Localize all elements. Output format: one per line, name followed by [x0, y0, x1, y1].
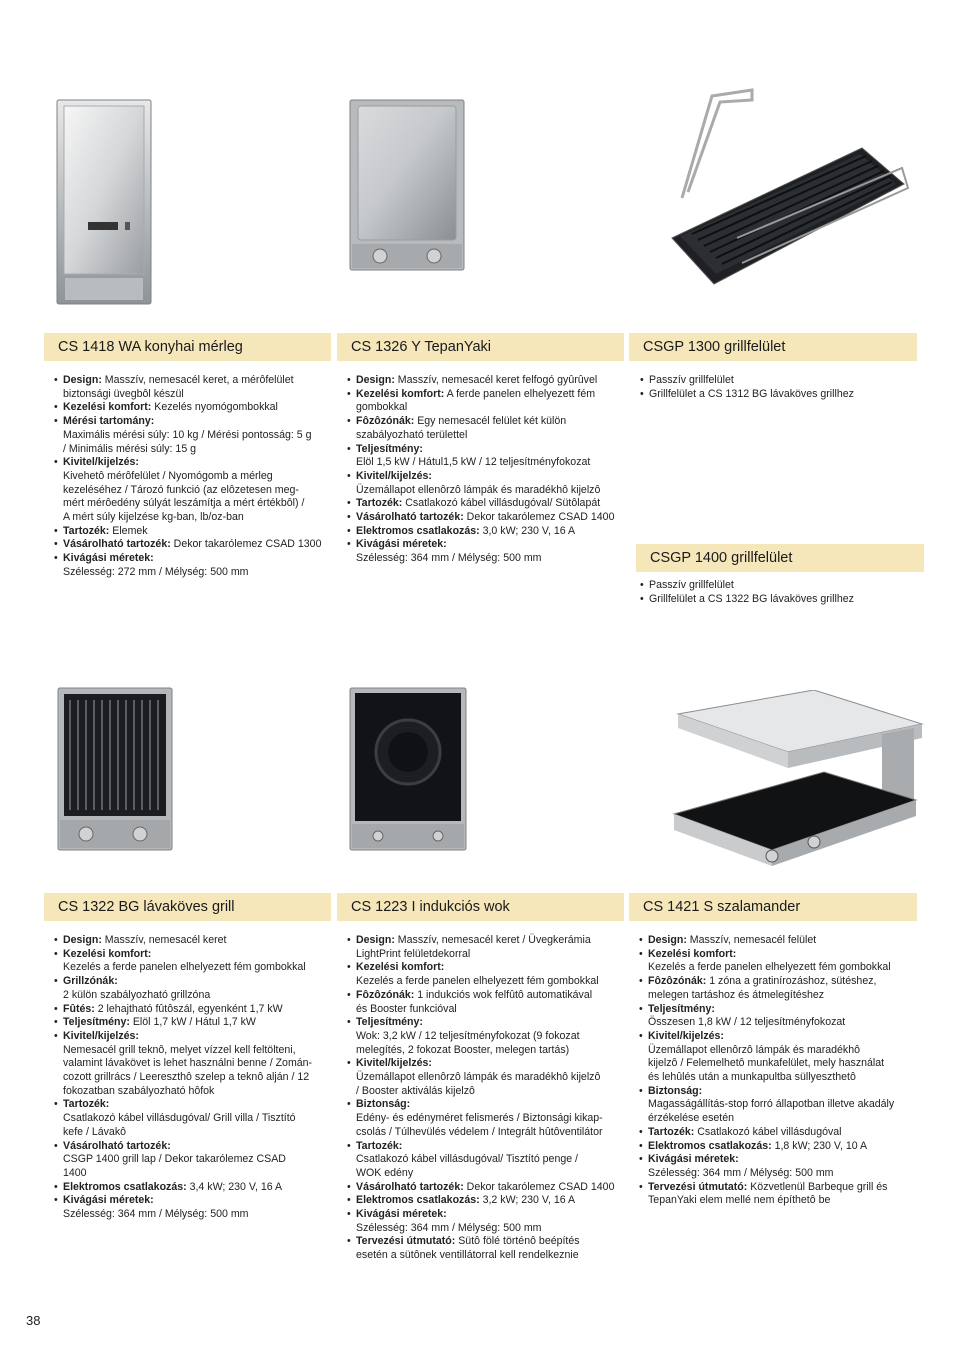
spec-item: • Kivágási méretek: Szélesség: 364 mm / Mélység: 500 mm — [54, 1194, 336, 1221]
spec-item: • Elektromos csatlakozás: 3,2 kW; 230 V, 16 A — [347, 1194, 629, 1208]
spec-item: • Design: Masszív, nemesacél keret, a mérôfelület biztonsági üvegbôl készül — [54, 374, 336, 401]
spec-list-cs1421s — [639, 934, 923, 1208]
product-title-cs1223i: CS 1223 I indukciós wok — [337, 893, 624, 921]
spec-item: • Fôzôzónák: Egy nemesacél felület két külön szabályozható területtel — [347, 415, 629, 442]
spec-list-csgp1400 — [640, 579, 922, 606]
spec-item: • Mérési tartomány: Maximális mérési súly: 10 kg / Mérési pontosság: 5 g / Minimális mérési súly: 15 g — [54, 415, 336, 456]
spec-item: • Kivágási méretek: Szélesség: 272 mm / Mélység: 500 mm — [54, 552, 336, 579]
spec-item: • Grillzónák: 2 külön szabályozható grillzóna — [54, 975, 336, 1002]
spec-list-cs1223i — [347, 934, 629, 1263]
spec-item: • Tartozék: Csatlakozó kábel villásdugóval — [639, 1126, 923, 1140]
product-image-csgp1300 — [652, 88, 912, 288]
spec-item: • Design: Masszív, nemesacél keret / Üvegkerámia LightPrint felületdekorral — [347, 934, 629, 961]
spec-item: • Teljesítmény: Elöl 1,7 kW / Hátul 1,7 kW — [54, 1016, 336, 1030]
spec-item: • Tervezési útmutató: Sütô fölé történô beépítés esetén a sütônek ventillátorral kell rendelkeznie — [347, 1235, 629, 1262]
spec-item: • Design: Masszív, nemesacél felület — [639, 934, 923, 948]
product-image-cs1223i — [348, 686, 468, 852]
spec-item: • Kezelési komfort: Kezelés a ferde panelen elhelyezett fém gombokkal — [54, 948, 336, 975]
spec-list-csgp1300 — [640, 374, 922, 401]
spec-item: • Tartozék: Csatlakozó kábel villásdugóval/ Grill villa / Tisztító kefe / Lávakô — [54, 1098, 336, 1139]
spec-item: • Tartozék: Csatlakozó kábel villásdugóval/ Tisztító penge / WOK edény — [347, 1140, 629, 1181]
spec-item: • Fûtés: 2 lehajtható fûtôszál, egyenként 1,7 kW — [54, 1003, 336, 1017]
spec-item: • Vásárolható tartozék: Dekor takarólemez CSAD 1400 — [347, 511, 629, 525]
spec-item: • Kezelési komfort: Kezelés nyomógombokkal — [54, 401, 336, 415]
spec-item: • Kivágási méretek: Szélesség: 364 mm / Mélység: 500 mm — [347, 538, 629, 565]
spec-item: • Vásárolható tartozék: Dekor takarólemez CSAD 1300 — [54, 538, 336, 552]
spec-item: • Kezelési komfort: A ferde panelen elhelyezett fém gombokkal — [347, 388, 629, 415]
spec-item: • Teljesítmény: Összesen 1,8 kW / 12 teljesítményfokozat — [639, 1003, 923, 1030]
product-title-csgp1300: CSGP 1300 grillfelület — [629, 333, 917, 361]
product-title-cs1418wa: CS 1418 WA konyhai mérleg — [44, 333, 331, 361]
product-title-cs1322bg: CS 1322 BG lávaköves grill — [44, 893, 331, 921]
spec-item: • Elektromos csatlakozás: 1,8 kW; 230 V, 10 A — [639, 1140, 923, 1154]
spec-item: • Biztonság: Magasságállítás-stop forró állapotban illetve akadály érzékelése esetén — [639, 1085, 923, 1126]
spec-item: • Vásárolható tartozék: Dekor takarólemez CSAD 1400 — [347, 1181, 629, 1195]
spec-item: • Kivitel/kijelzés: Üzemállapot ellenôrzô lámpák és maradékhô kijelzô / Booster aktiválás kijelzô — [347, 1057, 629, 1098]
spec-item: • Teljesítmény: Elöl 1,5 kW / Hátul1,5 kW / 12 teljesítményfokozat — [347, 443, 629, 470]
product-title-cs1421s: CS 1421 S szalamander — [629, 893, 917, 921]
spec-item: • Kivitel/kijelzés: Üzemállapot ellenôrzô lámpák és maradékhô kijelzô — [347, 470, 629, 497]
spec-item: • Kivitel/kijelzés: Üzemállapot ellenôrzô lámpák és maradékhô kijelzô / Felemelhetô munkafelület, mely használat és lehûlés után a munkapultba süllyeszthetô — [639, 1030, 923, 1085]
spec-item: • Design: Masszív, nemesacél keret felfogó gyûrûvel — [347, 374, 629, 388]
spec-item: • Biztonság: Edény- és edényméret felismerés / Biztonsági kikap- csolás / Túlhevülés védelem / Integrált hûtôventilátor — [347, 1098, 629, 1139]
product-image-cs1421s — [664, 690, 926, 868]
spec-item: • Kezelési komfort: Kezelés a ferde panelen elhelyezett fém gombokkal — [347, 961, 629, 988]
spec-item: • Design: Masszív, nemesacél keret — [54, 934, 336, 948]
spec-list-cs1322bg — [54, 934, 336, 1222]
product-title-csgp1400: CSGP 1400 grillfelület — [636, 544, 924, 572]
spec-item: • Kivágási méretek: Szélesség: 364 mm / Mélység: 500 mm — [347, 1208, 629, 1235]
spec-item: • Grillfelület a CS 1322 BG lávaköves grillhez — [640, 593, 922, 607]
product-image-cs1322bg — [56, 686, 174, 852]
spec-list-cs1418wa — [54, 374, 336, 580]
spec-item: • Kezelési komfort: Kezelés a ferde panelen elhelyezett fém gombokkal — [639, 948, 923, 975]
spec-item: • Fôzôzónák: 1 indukciós wok felfûtô automatikával és Booster funkcióval — [347, 989, 629, 1016]
spec-item: • Vásárolható tartozék: CSGP 1400 grill lap / Dekor takarólemez CSAD 1400 — [54, 1140, 336, 1181]
spec-list-cs1326y — [347, 374, 629, 566]
page-number: 38 — [26, 1313, 41, 1328]
spec-item: • Kivitel/kijelzés: Kivehetô mérôfelület / Nyomógomb a mérleg kezeléséhez / Tározó funkció (az elôzetesen meg- mért mérôedény súlyát leszámítja a mért értékbôl) / A mért súly kijelzése kg-ban, lb/oz-ban — [54, 456, 336, 525]
product-image-cs1326y — [348, 98, 468, 274]
product-title-cs1326y: CS 1326 Y TepanYaki — [337, 333, 624, 361]
product-image-cs1418wa — [55, 98, 155, 308]
spec-item: • Fôzôzónák: 1 zóna a gratinírozáshoz, sütéshez, melegen tartáshoz és átmelegítéshez — [639, 975, 923, 1002]
spec-item: • Passzív grillfelület — [640, 374, 922, 388]
spec-item: • Tartozék: Elemek — [54, 525, 336, 539]
spec-item: • Tervezési útmutató: Közvetlenül Barbeque grill és TepanYaki elem mellé nem építhetô be — [639, 1181, 923, 1208]
spec-item: • Teljesítmény: Wok: 3,2 kW / 12 teljesítményfokozat (9 fokozat melegítés, 2 fokozat Booster, melegen tartás) — [347, 1016, 629, 1057]
spec-item: • Grillfelület a CS 1312 BG lávaköves grillhez — [640, 388, 922, 402]
spec-item: • Elektromos csatlakozás: 3,4 kW; 230 V, 16 A — [54, 1181, 336, 1195]
spec-item: • Kivitel/kijelzés: Nemesacél grill teknô, melyet vízzel kell feltölteni, valamint lávakövet is lehet használni benne / Zomán- cozott grillrács / Leereszthô szelep a teknô alján / 12 fokozatban szabályozható hôfok — [54, 1030, 336, 1099]
spec-item: • Kivágási méretek: Szélesség: 364 mm / Mélység: 500 mm — [639, 1153, 923, 1180]
spec-item: • Elektromos csatlakozás: 3,0 kW; 230 V, 16 A — [347, 525, 629, 539]
spec-item: • Tartozék: Csatlakozó kábel villásdugóval/ Sütôlapát — [347, 497, 629, 511]
spec-item: • Passzív grillfelület — [640, 579, 922, 593]
